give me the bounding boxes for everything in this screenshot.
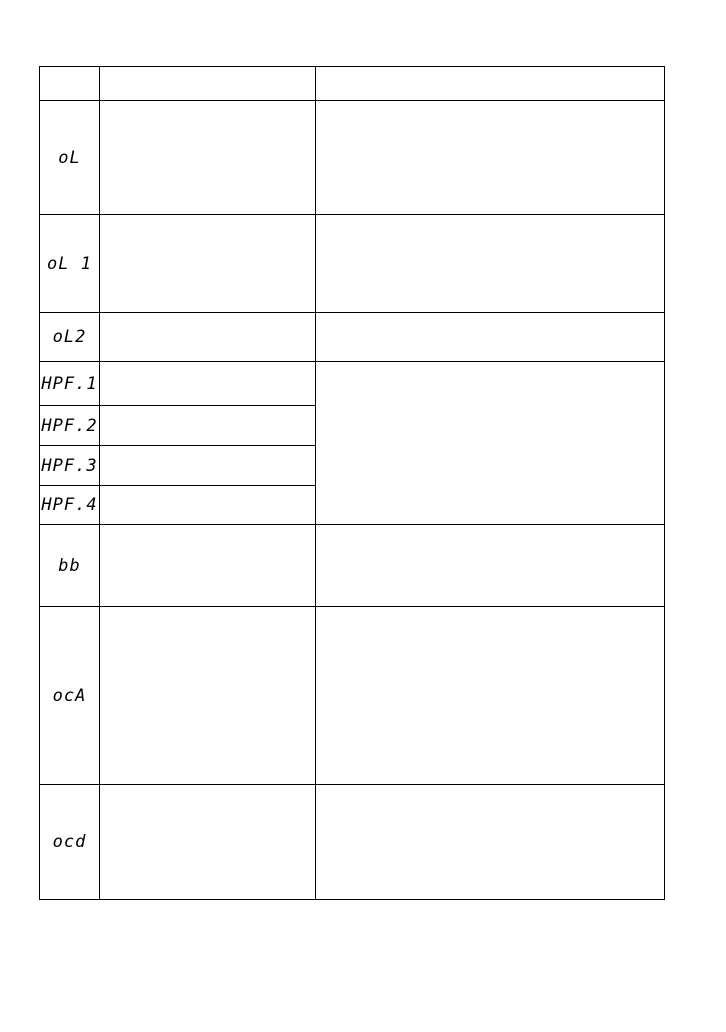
name-cell xyxy=(100,406,316,446)
code-cell xyxy=(40,607,100,785)
code-cell xyxy=(40,362,100,406)
name-cell xyxy=(100,101,316,215)
description-cell xyxy=(316,607,665,785)
code-cell xyxy=(40,486,100,525)
table-header-row xyxy=(40,67,665,101)
header-description xyxy=(316,67,665,101)
fault-code-display: ocd xyxy=(52,832,87,852)
name-cell xyxy=(100,215,316,313)
code-cell xyxy=(40,446,100,486)
fault-code-display: oL xyxy=(58,147,81,168)
fault-code-display: HPF.2 xyxy=(41,415,98,436)
description-cell xyxy=(316,362,665,525)
table-row xyxy=(40,215,665,313)
name-cell xyxy=(100,525,316,607)
fault-code-display: oL 1 xyxy=(47,253,92,274)
code-cell xyxy=(40,313,100,362)
name-cell xyxy=(100,486,316,525)
fault-code-display: HPF.1 xyxy=(41,373,98,394)
fault-code-display: oL2 xyxy=(52,327,87,347)
name-cell xyxy=(100,607,316,785)
table-row xyxy=(40,525,665,607)
description-cell xyxy=(316,313,665,362)
fault-code-table xyxy=(39,66,665,900)
table-row xyxy=(40,313,665,362)
fault-code-display: ocA xyxy=(52,685,87,706)
name-cell xyxy=(100,446,316,486)
name-cell xyxy=(100,313,316,362)
code-cell xyxy=(40,525,100,607)
code-cell xyxy=(40,101,100,215)
table-row xyxy=(40,362,665,406)
fault-code-display: HPF.3 xyxy=(41,455,98,476)
name-cell xyxy=(100,785,316,900)
description-cell xyxy=(316,101,665,215)
table-row xyxy=(40,785,665,900)
fault-code-display: bb xyxy=(58,555,81,576)
code-cell xyxy=(40,406,100,446)
fault-code-display: HPF.4 xyxy=(41,495,98,515)
code-cell xyxy=(40,785,100,900)
table-row xyxy=(40,607,665,785)
header-code xyxy=(40,67,100,101)
header-name xyxy=(100,67,316,101)
code-cell xyxy=(40,215,100,313)
description-cell xyxy=(316,785,665,900)
description-cell xyxy=(316,525,665,607)
description-cell xyxy=(316,215,665,313)
table-row xyxy=(40,101,665,215)
name-cell xyxy=(100,362,316,406)
